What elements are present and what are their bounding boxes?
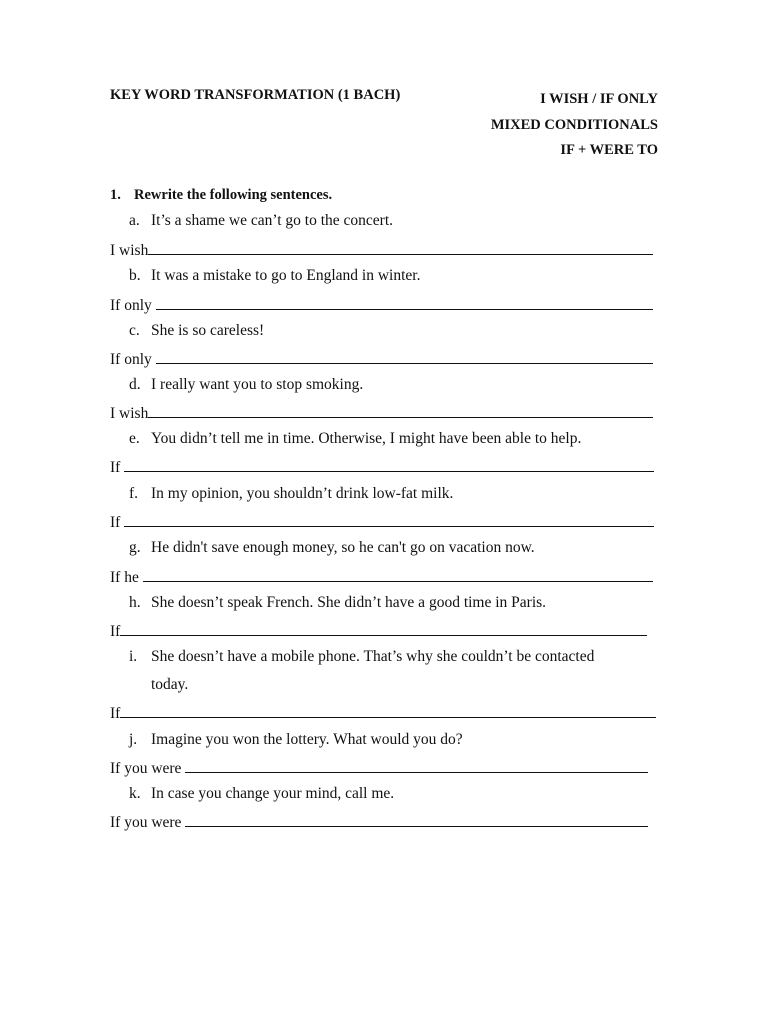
topic-wish-if-only: I WISH / IF ONLY bbox=[540, 91, 658, 107]
answer-blank[interactable] bbox=[124, 457, 654, 472]
item-a-prompt bbox=[129, 212, 393, 230]
answer-starter: I wish bbox=[110, 405, 149, 422]
item-g-answer bbox=[110, 567, 653, 587]
answer-starter: If you were bbox=[110, 814, 186, 831]
item-sentence: He didn't save enough money, so he can't go on vacation now. bbox=[151, 539, 535, 556]
topic-if-were-to: IF + WERE TO bbox=[560, 142, 658, 158]
item-i-answer bbox=[110, 703, 656, 723]
answer-blank[interactable] bbox=[156, 295, 653, 310]
answer-starter: If he bbox=[110, 569, 143, 586]
answer-blank[interactable] bbox=[185, 758, 648, 773]
answer-blank[interactable] bbox=[120, 703, 656, 718]
item-sentence: Imagine you won the lottery. What would you do? bbox=[151, 731, 463, 748]
answer-starter: If bbox=[110, 514, 125, 531]
item-d-answer bbox=[110, 403, 653, 423]
item-g-prompt bbox=[129, 539, 535, 557]
worksheet-title: KEY WORD TRANSFORMATION (1 BACH) bbox=[110, 87, 401, 103]
item-letter: d. bbox=[129, 376, 141, 393]
item-b-prompt bbox=[129, 267, 420, 285]
answer-blank[interactable] bbox=[148, 240, 653, 255]
item-j-answer bbox=[110, 758, 648, 778]
item-sentence: She doesn’t have a mobile phone. That’s why she couldn’t be contacted bbox=[151, 648, 595, 665]
item-c-prompt bbox=[129, 322, 264, 340]
answer-blank[interactable] bbox=[156, 349, 653, 364]
answer-starter: I wish bbox=[110, 242, 149, 259]
item-sentence: In my opinion, you shouldn’t drink low-fat milk. bbox=[151, 485, 454, 502]
item-a-answer bbox=[110, 240, 653, 260]
item-letter: a. bbox=[129, 212, 140, 229]
item-sentence: She doesn’t speak French. She didn’t have a good time in Paris. bbox=[151, 594, 547, 611]
answer-starter: If you were bbox=[110, 760, 186, 777]
item-letter: e. bbox=[129, 430, 140, 447]
answer-blank[interactable] bbox=[124, 512, 654, 527]
answer-blank[interactable] bbox=[120, 621, 647, 636]
item-sentence: I really want you to stop smoking. bbox=[151, 376, 364, 393]
item-letter: h. bbox=[129, 594, 141, 611]
item-k-prompt bbox=[129, 785, 394, 803]
answer-starter: If bbox=[110, 705, 121, 722]
item-letter: b. bbox=[129, 267, 141, 284]
answer-blank[interactable] bbox=[185, 812, 648, 827]
answer-starter: If only bbox=[110, 297, 156, 314]
item-letter: k. bbox=[129, 785, 141, 802]
item-k-answer bbox=[110, 812, 648, 832]
item-sentence: It was a mistake to go to England in winter. bbox=[151, 267, 421, 284]
item-sentence: It’s a shame we can’t go to the concert. bbox=[151, 212, 394, 229]
answer-starter: If bbox=[110, 459, 125, 476]
item-letter: c. bbox=[129, 322, 140, 339]
item-e-prompt bbox=[129, 430, 581, 448]
item-h-prompt bbox=[129, 594, 546, 612]
item-b-answer bbox=[110, 295, 653, 315]
item-c-answer bbox=[110, 349, 653, 369]
item-letter: g. bbox=[129, 539, 141, 556]
item-d-prompt bbox=[129, 376, 363, 394]
topic-mixed-conditionals: MIXED CONDITIONALS bbox=[490, 116, 658, 133]
item-sentence: In case you change your mind, call me. bbox=[151, 785, 395, 802]
topic-list bbox=[491, 87, 658, 164]
answer-starter: If bbox=[110, 623, 121, 640]
item-f-answer bbox=[110, 512, 654, 532]
exercise-instruction bbox=[110, 187, 332, 204]
item-h-answer bbox=[110, 621, 647, 641]
instruction-text: Rewrite the following sentences. bbox=[134, 187, 333, 203]
answer-starter: If only bbox=[110, 351, 156, 368]
exercise-number: 1. bbox=[110, 187, 121, 203]
item-sentence: She is so careless! bbox=[151, 322, 265, 339]
item-letter: j. bbox=[129, 731, 138, 748]
item-i-prompt bbox=[129, 648, 594, 666]
item-letter: f. bbox=[129, 485, 139, 502]
item-sentence: You didn’t tell me in time. Otherwise, I might have been able to help. bbox=[151, 430, 582, 447]
item-e-answer bbox=[110, 457, 654, 477]
item-f-prompt bbox=[129, 485, 453, 503]
item-letter: i. bbox=[129, 648, 138, 665]
item-j-prompt bbox=[129, 731, 463, 749]
item-i-prompt-continued: today. bbox=[151, 676, 189, 693]
answer-blank[interactable] bbox=[143, 567, 653, 582]
answer-blank[interactable] bbox=[148, 403, 653, 418]
